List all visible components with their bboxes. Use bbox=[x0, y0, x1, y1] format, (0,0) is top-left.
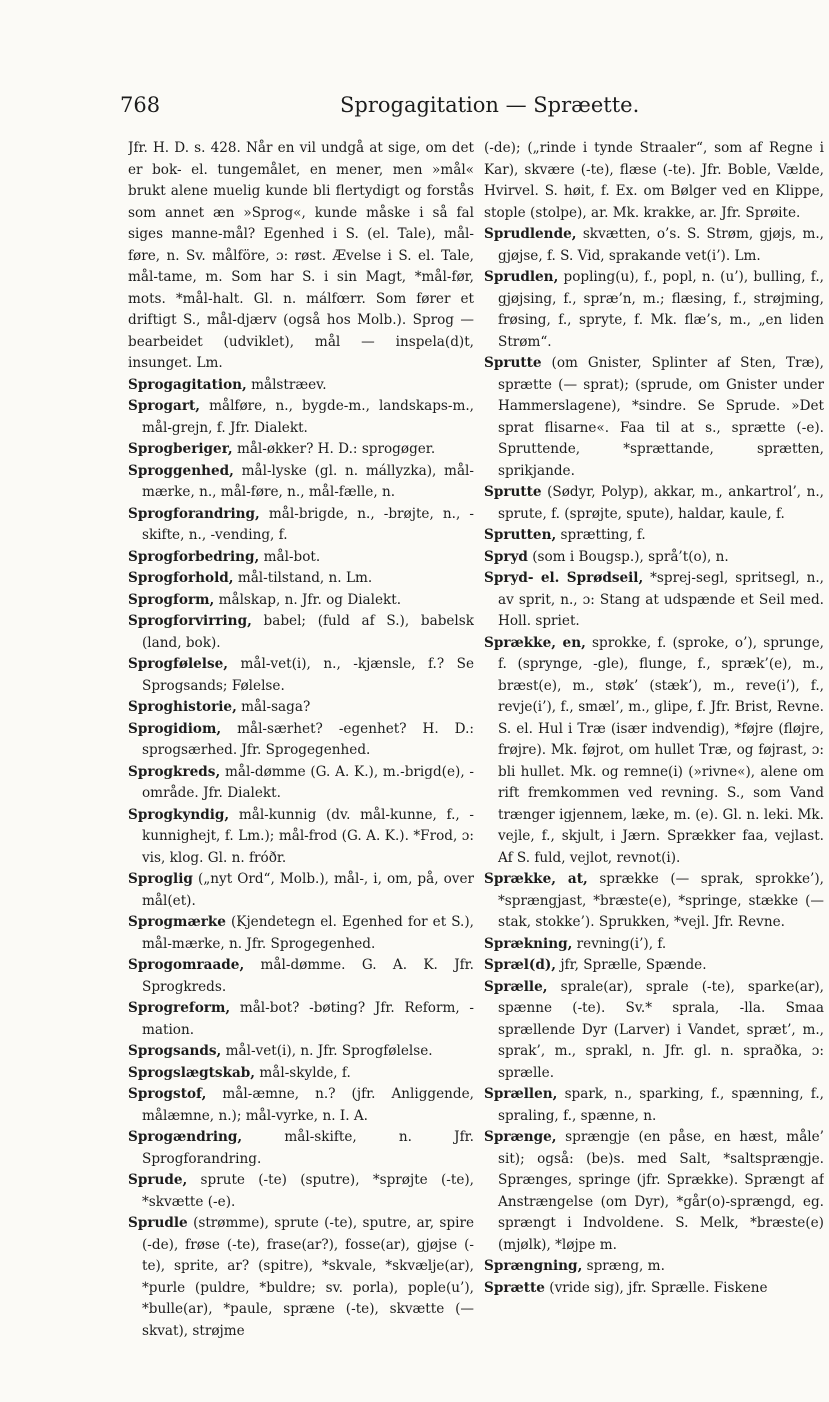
entry-definition: mål-særhet? -egenhet? H. D.: sprogsærhed. Jfr. Sprogegenhed. bbox=[142, 720, 474, 758]
entry-definition: mål-bot? -bøting? Jfr. Reform, -mation. bbox=[142, 1000, 474, 1038]
dictionary-entry bbox=[484, 955, 824, 977]
entry-headword: Sprælle, bbox=[484, 978, 548, 995]
dictionary-entry bbox=[128, 869, 474, 912]
dictionary-entry bbox=[484, 934, 824, 956]
dictionary-entry bbox=[128, 654, 474, 697]
entry-definition: revning(i’), f. bbox=[576, 935, 667, 952]
entry-definition: mål-saga? bbox=[241, 699, 311, 715]
dictionary-entry bbox=[128, 1041, 474, 1063]
running-head bbox=[120, 93, 809, 125]
entry-headword: Spryd- el. Sprødseil, bbox=[484, 570, 644, 586]
entry-headword: Sprogberiger, bbox=[128, 441, 233, 457]
entry-definition: sprætting, f. bbox=[560, 527, 646, 543]
entry-headword: Sprogændring, bbox=[128, 1129, 243, 1145]
dictionary-entry bbox=[484, 1127, 824, 1256]
dictionary-entry bbox=[128, 1084, 474, 1127]
dictionary-entry bbox=[128, 568, 474, 590]
entry-definition: Jfr. H. D. s. 428. Når en vil undgå at sige, om det er bok- el. tungemålet, en mener, men »mål« brukt alene muelig kunde bli flertydigt og forstås som annet æn »Sprog«, kunde måske i så fal siges manne-mål? Egenhed i S. (el. Tale), mål-føre, n. Sv. målföre, ɔ: røst. Ævelse i S. el. Tale, mål-tame, m. Som har S. i sin Magt, *mål-før, mots. *mål-halt. Gl. n. málfœrr. Som fører et driftigt S., mål-djærv (også hos Molb.). Sprog — bearbeidet (udviklet), mål — inspela(d)t, insunget. Lm. bbox=[128, 140, 474, 371]
entry-headword: Sprutten, bbox=[484, 527, 557, 543]
entry-definition: *sprej-segl, spritsegl, n., av sprit, n., ɔ: Stang at udspænde et Seil med. Holl. spriet. bbox=[498, 570, 824, 629]
right-column bbox=[484, 138, 824, 1390]
entry-headword: Sprække, at, bbox=[484, 871, 588, 887]
entry-headword: Sprogsands, bbox=[128, 1043, 222, 1059]
entry-definition: (Kjendetegn el. Egenhed for et S.), mål-mærke, n. Jfr. Sprogegenhed. bbox=[142, 914, 474, 952]
entry-headword: Sproglig bbox=[128, 871, 193, 887]
entry-headword: Sprogforhold, bbox=[128, 570, 234, 586]
dictionary-entry bbox=[128, 697, 474, 719]
entry-headword: Sproggenhed, bbox=[128, 462, 234, 479]
entry-headword: Sprudlen, bbox=[484, 269, 559, 285]
entry-definition: sprokke, f. (sproke, o’), sprunge, f. (sprynge, -gle), flunge, f., spræk’(e), m., bræst(e), m., støk’ (stæk’), m., reve(i’), f., revje(i’), f., smæl’, m., glipe, f. Jfr. Brist, Revne. S. el. Hul i Træ (især indvendig), *føjre (fløjre, frøjre). Mk. føjrot, om hullet Træ, og føjrast, ɔ: bli hullet. Mk. og remne(i) (»rivne«), alene om rift fremkommen ved revning. S., som Vand trænger igjennem, læke, m. (e). Gl. n. leki. Mk. vejle, f., skjult, i Jærn. Sprækker faa, vejlast. Af S. fuld, vejlot, revnot(i). bbox=[498, 634, 824, 866]
entry-headword: Spræl(d), bbox=[484, 957, 557, 973]
entry-definition: målskap, n. Jfr. og Dialekt. bbox=[218, 591, 402, 608]
left-column bbox=[128, 138, 474, 1390]
entry-definition: spark, n., sparking, f., spænning, f., spraling, f., spænne, n. bbox=[498, 1086, 824, 1124]
entry-headword: Sprogfølelse, bbox=[128, 656, 228, 672]
entry-definition: (om Gnister, Splinter af Sten, Træ), sprætte (— sprat); (sprude, om Gnister under Hammerslagene), *sindre. Se Sprude. »Det sprat flisarne«. Faa til at s., sprætte (-e). Spruttende, *sprættande, sprætten, sprikjande. bbox=[498, 355, 824, 479]
entry-definition: (-de); („rinde i tynde Straaler“, som af Regne i Kar), skvære (-te), flæse (-te). Jfr. Boble, Vælde, Hvirvel. S. høit, f. Ex. om Bølger ved en Klippe, stople (stolpe), ar. Mk. krakke, ar. Jfr. Sprøite. bbox=[484, 140, 824, 221]
dictionary-entry bbox=[484, 1256, 824, 1278]
entry-headword: Sprællen, bbox=[484, 1086, 558, 1102]
dictionary-entry bbox=[128, 138, 474, 375]
dictionary-entry bbox=[128, 1170, 474, 1213]
entry-headword: Sprogomraade, bbox=[128, 957, 245, 973]
entry-definition: skvætten, o’s. S. Strøm, gjøjs, m., gjøjse, f. S. Vid, sprakande vet(i’). Lm. bbox=[498, 226, 824, 264]
entry-headword: Sprogstof, bbox=[128, 1086, 207, 1102]
entry-headword: Sprækning, bbox=[484, 935, 573, 952]
entry-headword: Sprutte bbox=[484, 355, 542, 371]
entry-definition: sprute (-te) (sputre), *sprøjte (-te), *skvætte (-e). bbox=[142, 1172, 474, 1210]
entry-definition: popling(u), f., popl, n. (u’), bulling, f., gjøjsing, f., spræ’n, m.; flæsing, f., strøjming, frøsing, f., spryte, f. Mk. flæ’s, m., „en liden Strøm“. bbox=[498, 269, 824, 350]
entry-headword: Sprudlende, bbox=[484, 226, 577, 242]
entry-headword: Sprætte bbox=[484, 1279, 545, 1296]
entry-definition: mål-kunnig (dv. mål-kunne, f., -kunnighejt, f. Lm.); mål-frod (G. A. K.). *Frod, ɔ: vis, klog. Gl. n. fróðr. bbox=[142, 806, 474, 866]
entry-definition: (Sødyr, Polyp), akkar, m., ankartrol’, n., sprute, f. (sprøjte, spute), haldar, kaule, f. bbox=[498, 484, 824, 522]
dictionary-entry bbox=[128, 955, 474, 998]
entry-definition: målføre, n., bygde-m., landskaps-m., mål-grejn, f. Jfr. Dialekt. bbox=[142, 398, 474, 436]
entry-definition: mål-dømme. G. A. K. Jfr. Sprogkreds. bbox=[142, 957, 474, 995]
entry-definition: („nyt Ord“, Molb.), mål-, i, om, på, over mål(et). bbox=[142, 871, 474, 909]
entry-definition: mål-vet(i), n. Jfr. Sprogfølelse. bbox=[225, 1043, 433, 1059]
entry-definition: mål-dømme (G. A. K.), m.-brigd(e), -område. Jfr. Dialekt. bbox=[142, 763, 474, 801]
dictionary-entry bbox=[484, 482, 824, 525]
entry-headword: Sprogforbedring, bbox=[128, 548, 260, 565]
dictionary-entry bbox=[128, 375, 474, 397]
entry-definition: mål-vet(i), n., -kjænsle, f.? Se Sprogsands; Følelse. bbox=[142, 656, 474, 694]
entry-definition: mål-tilstand, n. Lm. bbox=[237, 570, 373, 586]
entry-headword: Sprogmærke bbox=[128, 914, 226, 930]
entry-headword: Sprænge, bbox=[484, 1129, 557, 1145]
dictionary-entry bbox=[128, 547, 474, 569]
dictionary-entry bbox=[484, 547, 824, 569]
entry-definition: mål-bot. bbox=[263, 548, 321, 565]
entry-headword: Sprogkreds, bbox=[128, 763, 221, 780]
entry-definition: sprængje (en påse, en hæst, måle’ sit); også: (be)s. med Salt, *saltsprængje. Sprænges, springe (jfr. Sprække). Sprængt af Anstrængelse (om Dyr), *går(o)-sprængd, eg. sprængt i Indvoldene. S. Melk, *bræste(e) (mjølk), *løjpe m. bbox=[498, 1129, 824, 1253]
dictionary-entry bbox=[128, 439, 474, 461]
entry-definition: sprale(ar), sprale (-te), sparke(ar), spænne (-te). Sv.* sprala, -lla. Smaa sprællende Dyr (Larver) i Vandet, spræt’, m., sprak’, m., sprakl, n. Jfr. gl. n. spraðka, ɔ: sprælle. bbox=[498, 978, 824, 1081]
entry-headword: Sprutte bbox=[484, 484, 542, 500]
entry-definition: babel; (fuld af S.), babelsk (land, bok). bbox=[142, 613, 474, 651]
entry-definition: mål-skylde, f. bbox=[259, 1064, 351, 1081]
dictionary-entry bbox=[484, 138, 824, 224]
entry-headword: Sprække, en, bbox=[484, 634, 586, 651]
entry-headword: Sprogform, bbox=[128, 591, 215, 608]
entry-definition: jfr, Sprælle, Spænde. bbox=[560, 957, 707, 973]
dictionary-entry bbox=[128, 590, 474, 612]
dictionary-entry bbox=[484, 1278, 824, 1300]
dictionary-entry bbox=[484, 869, 824, 934]
entry-headword: Sprogart, bbox=[128, 398, 201, 414]
entry-headword: Sprogagitation, bbox=[128, 376, 247, 393]
dictionary-entry bbox=[128, 1063, 474, 1085]
dictionary-entry bbox=[128, 611, 474, 654]
dictionary-entry bbox=[128, 461, 474, 504]
entry-definition: sprække (— sprak, sprokke’), *sprængjast, *bræste(e), *springe, stække (— stak, stokke’). Sprukken, *vejl. Jfr. Revne. bbox=[498, 871, 824, 930]
entry-definition: (vride sig), jfr. Sprælle. Fiskene bbox=[549, 1279, 768, 1296]
dictionary-entry bbox=[484, 568, 824, 633]
dictionary-entry bbox=[128, 396, 474, 439]
entry-definition: spræng, m. bbox=[586, 1258, 665, 1274]
entry-definition: (som i Bougsp.), språ’t(o), n. bbox=[532, 548, 729, 565]
entry-headword: Sprogidiom, bbox=[128, 720, 222, 737]
running-title: Sprogagitation — Spræette. bbox=[340, 93, 640, 117]
entry-headword: Sprogforandring, bbox=[128, 505, 260, 522]
dictionary-entry bbox=[128, 1213, 474, 1342]
entry-headword: Sprogreform, bbox=[128, 1000, 231, 1016]
entry-headword: Sprogforvirring, bbox=[128, 613, 252, 629]
dictionary-entry bbox=[128, 504, 474, 547]
dictionary-entry bbox=[484, 525, 824, 547]
entry-headword: Sprogslægtskab, bbox=[128, 1064, 256, 1081]
entry-definition: mål-skifte, n. Jfr. Sprogforandring. bbox=[142, 1129, 474, 1167]
dictionary-entry bbox=[128, 762, 474, 805]
entry-headword: Sproghistorie, bbox=[128, 699, 237, 715]
entry-definition: (strømme), sprute (-te), sputre, ar, spire (-de), frøse (-te), frase(ar?), fosse(ar), gjøjse (-te), sprite, ar? (spitre), *skvale, *skvælje(ar), *purle (puldre, *buldre; sv. porla), pople(u’), *bulle(ar), *paule, spræne (-te), skvætte (— skvat), strøjme bbox=[142, 1215, 474, 1339]
dictionary-entry bbox=[128, 1127, 474, 1170]
entry-definition: målstræev. bbox=[251, 376, 327, 393]
page-number: 768 bbox=[120, 93, 161, 117]
dictionary-entry bbox=[484, 267, 824, 353]
entry-headword: Sprogkyndig, bbox=[128, 806, 230, 823]
entry-headword: Sprængning, bbox=[484, 1258, 583, 1274]
dictionary-entry bbox=[128, 998, 474, 1041]
entry-headword: Spryd bbox=[484, 548, 528, 565]
dictionary-entry bbox=[484, 353, 824, 482]
entry-definition: mål-æmne, n.? (jfr. Anliggende, målæmne, n.); mål-vyrke, n. I. A. bbox=[142, 1086, 474, 1124]
dictionary-entry bbox=[484, 977, 824, 1085]
dictionary-entry bbox=[484, 224, 824, 267]
entry-definition: mål-brigde, n., -brøjte, n., -skifte, n., -vending, f. bbox=[142, 505, 474, 543]
dictionary-entry bbox=[128, 805, 474, 870]
dictionary-entry bbox=[128, 719, 474, 762]
entry-definition: mål-lyske (gl. n. mállyzka), mål-mærke, n., mål-føre, n., mål-fælle, n. bbox=[142, 462, 474, 500]
dictionary-entry bbox=[484, 633, 824, 870]
dictionary-entry bbox=[128, 912, 474, 955]
entry-headword: Sprude, bbox=[128, 1172, 188, 1188]
entry-definition: mål-økker? H. D.: sprogøger. bbox=[236, 441, 436, 457]
entry-headword: Sprudle bbox=[128, 1215, 188, 1231]
dictionary-entry bbox=[484, 1084, 824, 1127]
